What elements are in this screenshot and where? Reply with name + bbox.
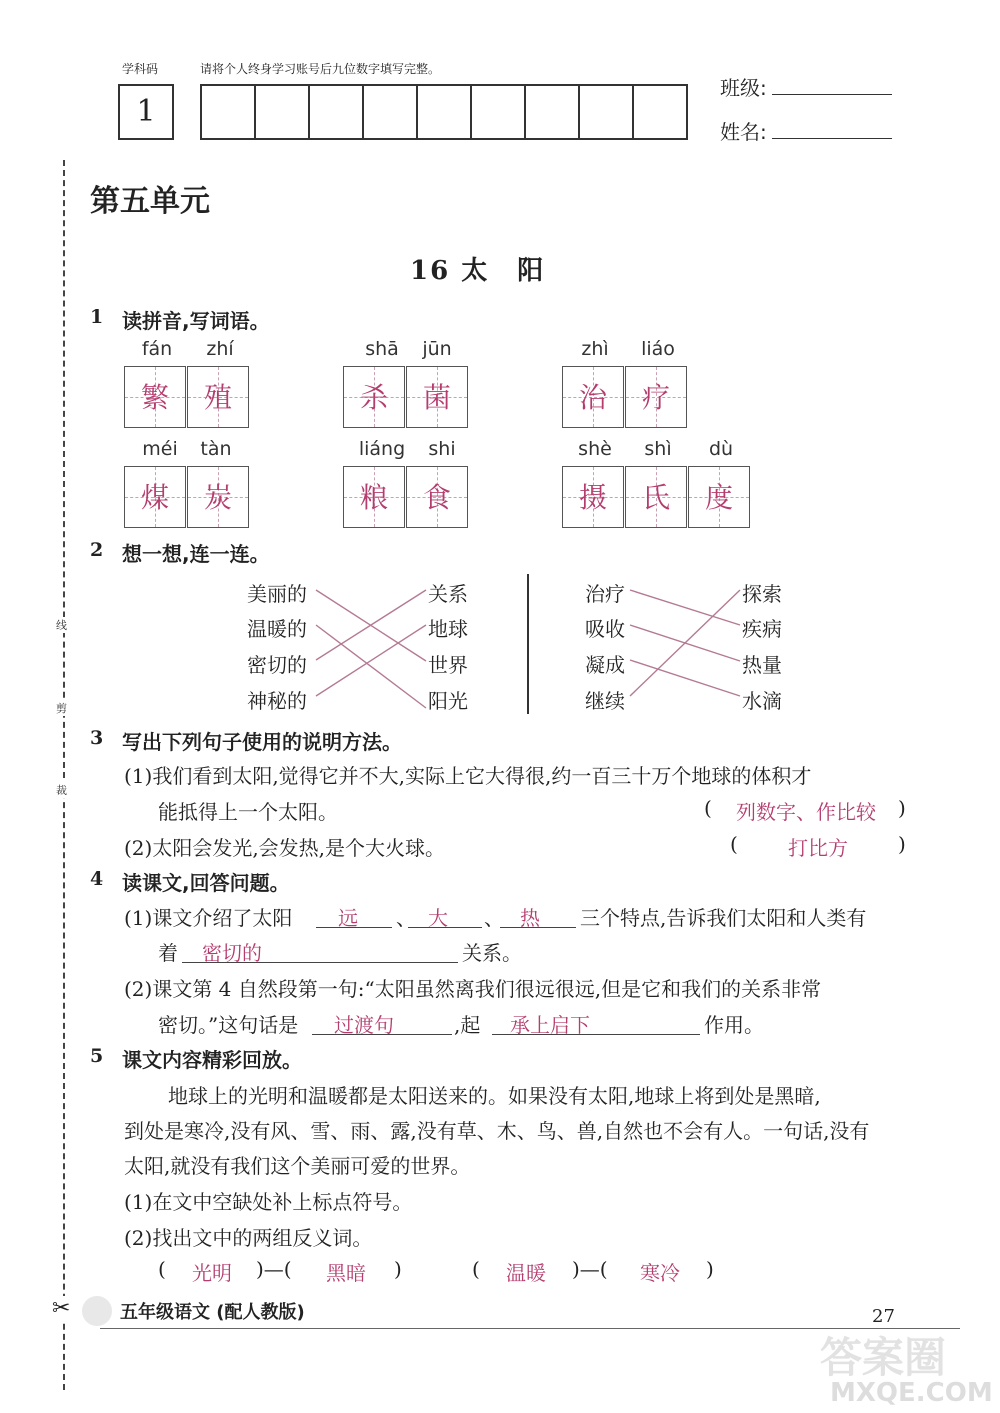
separator: 、 (396, 906, 416, 930)
q5-passage-line1: 地球上的光明和温暖都是太阳送来的。如果没有太阳,地球上将到处是黑暗, (168, 1084, 821, 1108)
scissors-icon: ✂ (52, 1296, 71, 1321)
q1-number: 1 (90, 306, 104, 328)
pinyin: zhí (206, 338, 234, 360)
pinyin: shā (365, 338, 399, 360)
answer-char: 氏 (641, 481, 670, 514)
q4-answer-hot[interactable]: 热 (520, 906, 540, 930)
tian-grid[interactable] (187, 466, 249, 528)
match-item: 地球 (428, 617, 468, 641)
answer-char: 摄 (578, 481, 607, 514)
pinyin: fán (141, 338, 173, 360)
match-item: 温暖的 (247, 617, 307, 641)
dash-connector: )—( (256, 1257, 292, 1281)
class-label: 班级: (720, 76, 767, 100)
match-item: 凝成 (585, 653, 625, 677)
q5-passage-line3: 太阳,就没有我们这个美丽可爱的世界。 (124, 1154, 471, 1178)
match-item: 美丽的 (247, 582, 307, 606)
q4-answer-big[interactable]: 大 (428, 906, 448, 930)
q3-number: 3 (90, 727, 104, 749)
page-number: 27 (872, 1306, 895, 1327)
name-label: 姓名: (720, 120, 767, 144)
pinyin: jūn (422, 338, 452, 360)
dash-connector: )—( (572, 1257, 608, 1281)
match-item: 吸收 (585, 617, 625, 641)
q5-text: 课文内容精彩回放。 (122, 1048, 302, 1072)
match-item: 关系 (428, 582, 468, 606)
pinyin: liáng (358, 438, 406, 460)
tian-grid[interactable] (688, 466, 750, 528)
q4-answer-close[interactable]: 密切的 (202, 941, 262, 965)
paren-open: ( (472, 1257, 480, 1281)
cut-mark-xian: 线 (56, 619, 67, 632)
cut-mark-cai: 裁 (56, 784, 67, 797)
match-line (316, 625, 426, 708)
tian-grid[interactable] (406, 466, 468, 528)
q4-answer-transition[interactable]: 过渡句 (334, 1013, 394, 1037)
q5-antonym1b[interactable]: 黑暗 (326, 1261, 366, 1285)
q5-number: 5 (90, 1045, 104, 1067)
q5-antonym1a[interactable]: 光明 (192, 1261, 232, 1285)
answer-char: 杀 (359, 381, 388, 414)
tian-grid[interactable] (124, 366, 186, 428)
pinyin: liáo (641, 338, 675, 360)
account-hint: 请将个人终身学习账号后九位数字填写完整。 (200, 62, 441, 76)
match-item: 热量 (742, 653, 782, 677)
match-item: 疾病 (742, 617, 782, 641)
q4-text: 读课文,回答问题。 (122, 871, 290, 895)
answer-char: 粮 (359, 481, 388, 514)
match-line (630, 660, 740, 696)
answer-char: 殖 (203, 381, 232, 414)
q5-passage-line2: 到处是寒冷,没有风、雪、雨、露,没有草、木、鸟、兽,自然也不会有人。一句话,没有 (124, 1119, 870, 1143)
paren-open: ( (704, 796, 712, 820)
paren-open: ( (158, 1257, 166, 1281)
pinyin: shè (578, 438, 612, 460)
answer-char: 疗 (641, 381, 670, 414)
match-item: 治疗 (585, 582, 625, 606)
paren-open: ( (730, 832, 738, 856)
pinyin: méi (142, 438, 178, 460)
q4-p1-text2: 三个特点,告诉我们太阳和人类有 (580, 906, 867, 930)
subject-code-label: 学科码 (122, 62, 159, 76)
q4-p2-text3: 作用。 (704, 1013, 764, 1037)
match-item: 世界 (428, 653, 468, 677)
footer-logo-icon (82, 1296, 112, 1326)
match-item: 阳光 (428, 689, 468, 713)
paren-close: ) (898, 796, 906, 820)
q5-antonym2a[interactable]: 温暖 (506, 1261, 546, 1285)
footer-book-title: 五年级语文 (配人教版) (120, 1302, 305, 1323)
answer-char: 炭 (203, 481, 232, 514)
q3-sentence1-line2: 能抵得上一个太阳。 (158, 800, 338, 824)
tian-grid[interactable] (343, 366, 405, 428)
q4-number: 4 (90, 868, 104, 890)
q4-answer-far[interactable]: 远 (338, 906, 358, 930)
watermark-logo: 答案圈 (820, 1333, 947, 1382)
tian-grid[interactable] (625, 366, 687, 428)
answer-char: 度 (704, 481, 733, 514)
pinyin: zhì (581, 338, 609, 360)
q3-sentence1-line1: (1)我们看到太阳,觉得它并不大,实际上它大得很,约一百三十万个地球的体积才 (124, 764, 812, 788)
tian-grid[interactable] (562, 366, 624, 428)
answer-char: 煤 (140, 481, 169, 514)
q3-answer2[interactable]: 打比方 (788, 836, 848, 860)
match-item: 探索 (742, 582, 782, 606)
q4-p2-line1: (2)课文第 4 自然段第一句:“太阳虽然离我们很远很远,但是它和我们的关系非常 (124, 977, 822, 1001)
q5-sub2: (2)找出文中的两组反义词。 (124, 1226, 373, 1250)
q5-antonym2b[interactable]: 寒冷 (640, 1261, 680, 1285)
q1-text: 读拼音,写词语。 (122, 309, 270, 333)
answer-char: 繁 (140, 381, 169, 414)
tian-grid[interactable] (187, 366, 249, 428)
q3-text: 写出下列句子使用的说明方法。 (122, 730, 402, 754)
subject-code-box[interactable]: 1 (118, 84, 174, 140)
tian-grid[interactable] (406, 366, 468, 428)
pinyin: shi (428, 438, 456, 460)
answer-char: 治 (578, 381, 607, 414)
pinyin: shì (644, 438, 672, 460)
tian-grid[interactable] (625, 466, 687, 528)
q4-p2-text2: ,起 (454, 1013, 481, 1037)
lesson-title: 16 太 阳 (410, 256, 546, 286)
q4-p2-text: 密切。”这句话是 (158, 1013, 299, 1037)
separator: 、 (484, 906, 504, 930)
q5-sub1: (1)在文中空缺处补上标点符号。 (124, 1190, 413, 1214)
pinyin: tàn (200, 438, 232, 460)
q2-number: 2 (90, 539, 104, 561)
paren-close: ) (706, 1257, 714, 1281)
match-item: 水滴 (742, 689, 782, 713)
match-line (630, 590, 740, 696)
q3-sentence2: (2)太阳会发光,会发热,是个大火球。 (124, 836, 446, 860)
q4-p1-text4: 关系。 (462, 941, 522, 965)
match-item: 神秘的 (247, 689, 307, 713)
watermark-url: MXQE.COM (830, 1378, 993, 1408)
match-line (630, 590, 740, 625)
paren-close: ) (898, 832, 906, 856)
q3-answer1[interactable]: 列数字、作比较 (736, 800, 876, 824)
q4-answer-role[interactable]: 承上启下 (510, 1013, 590, 1037)
tian-grid[interactable] (124, 466, 186, 528)
unit-title: 第五单元 (90, 184, 210, 219)
paren-close: ) (394, 1257, 402, 1281)
match-item: 密切的 (247, 653, 307, 677)
match-line (316, 625, 426, 696)
match-item: 继续 (585, 689, 625, 713)
pinyin: dù (708, 438, 734, 460)
answer-char: 菌 (422, 381, 451, 414)
q4-p1-text: (1)课文介绍了太阳 (124, 906, 293, 930)
q2-text: 想一想,连一连。 (122, 542, 270, 566)
tian-grid[interactable] (343, 466, 405, 528)
cut-mark-jian: 剪 (56, 702, 67, 715)
tian-grid[interactable] (562, 466, 624, 528)
answer-char: 食 (422, 481, 451, 514)
q4-p1-text3: 着 (158, 941, 178, 965)
